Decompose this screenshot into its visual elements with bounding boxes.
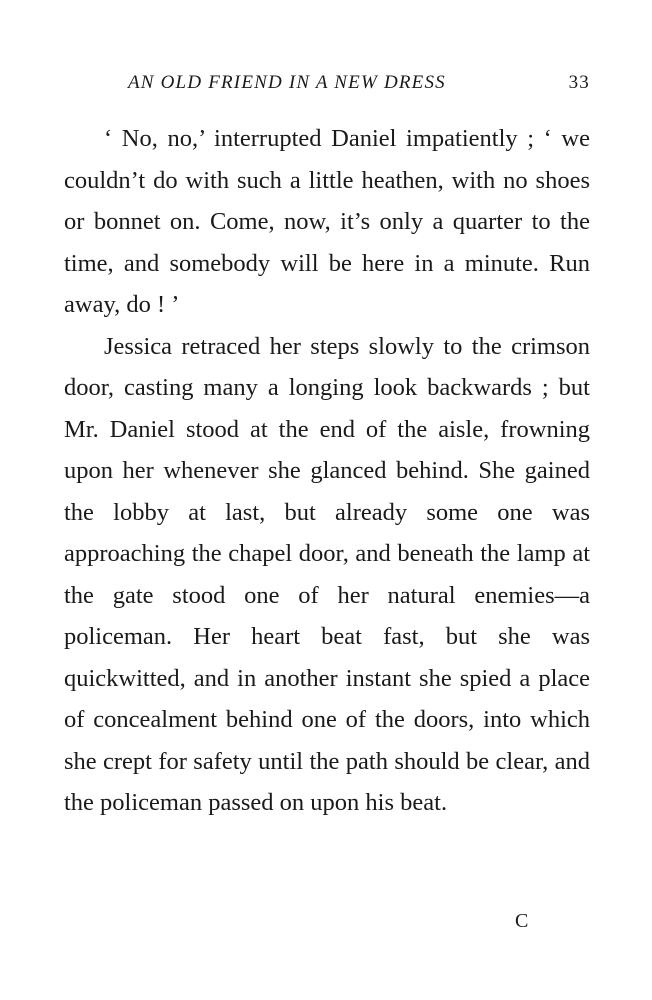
paragraph-2: Jessica retraced her steps slowly to the crimson door, casting many a longing look backwards ; but Mr. Daniel stood at the end of the aisle, frowning upon her whenever she glanced behind. She gained the lobby at last, but already some one was approaching the chapel door, and beneath the lamp at the gate stood one of her natural enemies—a policeman. Her heart beat fast, but she was quickwitted, and in another instant she spied a place of concealment behind one of the doors, into which she crept for safety until the path should be clear, and the policeman passed on upon his beat. [64, 332, 590, 816]
paragraph-1: ‘ No, no,’ interrupted Daniel impatiently ; ‘ we couldn’t do with such a little heathen, with no shoes or bonnet on. Come, now, it’s only a quarter to the time, and somebody will be here in a minute. Run away, do ! ’ [64, 125, 590, 318]
page-header [128, 72, 590, 102]
running-title: AN OLD FRIEND IN A NEW DRESS [128, 72, 446, 93]
body-text [64, 118, 590, 824]
signature-mark: C [515, 910, 529, 932]
page-number: 33 [568, 72, 590, 93]
